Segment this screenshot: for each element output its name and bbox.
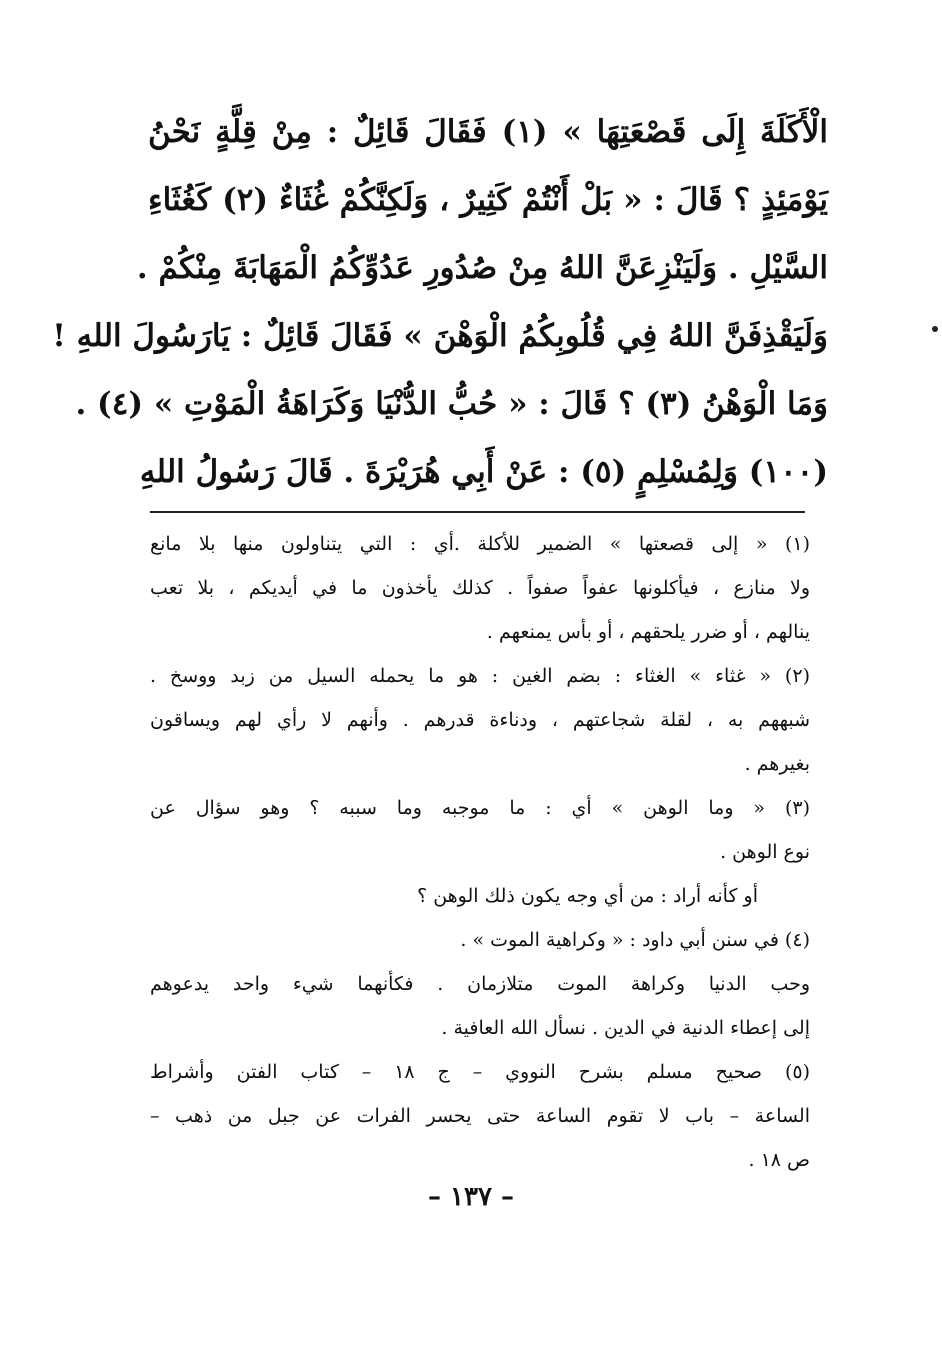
footnote-line: أو كأنه أراد : من أي وجه يكون ذلك الوهن ؟	[417, 885, 758, 907]
hadith-line: وَلَيَقْذِفَنَّ اللهُ فِي قُلُوبِكُمُ الْوَهْنَ » فَقَالَ قَائِلٌ : يَارَسُولَ اللهِ !	[52, 318, 828, 354]
footnote-line: ينالهم ، أو ضرر يلحقهم ، أو بأس يمنعهم .	[486, 621, 810, 643]
footnote-line: إلى إعطاء الدنية في الدين . نسأل الله العافية .	[441, 1017, 810, 1039]
footnote-line: (٢) « غثاء » الغثاء : بضم الغين : هو ما يحمله السيل من زبد ووسخ .	[150, 665, 810, 687]
footnote-line: (٣) « وما الوهن » أي : ما موجبه وما سببه ؟ وهو سؤال عن	[150, 797, 810, 819]
hadith-line: يَوْمَئِذٍ ؟ قَالَ : « بَلْ أَنْتُمْ كَثِيرٌ ، وَلَكِنَّكُمْ غُثَاءٌ (٢) كَغُثَاءِ	[148, 182, 828, 218]
footnote-line: (٥) صحيح مسلم بشرح النووي – ج ١٨ – كتاب الفتن وأشراط	[150, 1061, 810, 1083]
footnote-line: وحب الدنيا وكراهة الموت متلازمان . فكأنهما شيء واحد يدعوهم	[150, 973, 810, 995]
footnote-line: (٤) في سنن أبي داود : « وكراهية الموت » .	[460, 929, 810, 951]
hadith-text	[52, 98, 828, 506]
margin-dot	[932, 326, 938, 332]
hadith-line: وَمَا الْوَهْنُ (٣) ؟ قَالَ : « حُبُّ الدُّنْيَا وَكَرَاهَةُ الْمَوْتِ » (٤) .	[75, 386, 828, 422]
footnote-line: ص ١٨ .	[748, 1149, 810, 1171]
footnote-line: نوع الوهن .	[720, 841, 810, 863]
footnote-line: ولا منازع ، فيأكلونها عفواً صفواً . كذلك يأخذون ما في أيديكم ، بلا تعب	[150, 577, 810, 599]
page-number: – ١٣٧ –	[427, 1182, 515, 1212]
footnote-line: (١) « إلى قصعتها » الضمير للأكلة .أي : التي يتناولون منها بلا مانع	[150, 533, 810, 555]
footnote-line: الساعة – باب لا تقوم الساعة حتى يحسر الفرات عن جبل من ذهب –	[150, 1105, 810, 1127]
hadith-line: الْأَكَلَةَ إِلَى قَصْعَتِهَا » (١) فَقَالَ قَائِلٌ : مِنْ قِلَّةٍ نَحْنُ	[148, 114, 828, 150]
footnotes	[150, 522, 810, 1182]
footnote-divider	[150, 511, 805, 513]
footnote-line: بغيرهم .	[744, 753, 810, 775]
hadith-line: السَّيْلِ . وَلَيَنْزِعَنَّ اللهُ مِنْ صُدُورِ عَدُوِّكُمُ الْمَهَابَةَ مِنْكُمْ .	[136, 250, 828, 286]
footnote-line: شبههم به ، لقلة شجاعتهم ، ودناءة قدرهم . وأنهم لا رأي لهم ويساقون	[150, 709, 810, 731]
hadith-line: (١٠٠) وَلِمُسْلِمٍ (٥) : عَنْ أَبِي هُرَيْرَةَ . قَالَ رَسُولُ اللهِ	[139, 454, 828, 490]
